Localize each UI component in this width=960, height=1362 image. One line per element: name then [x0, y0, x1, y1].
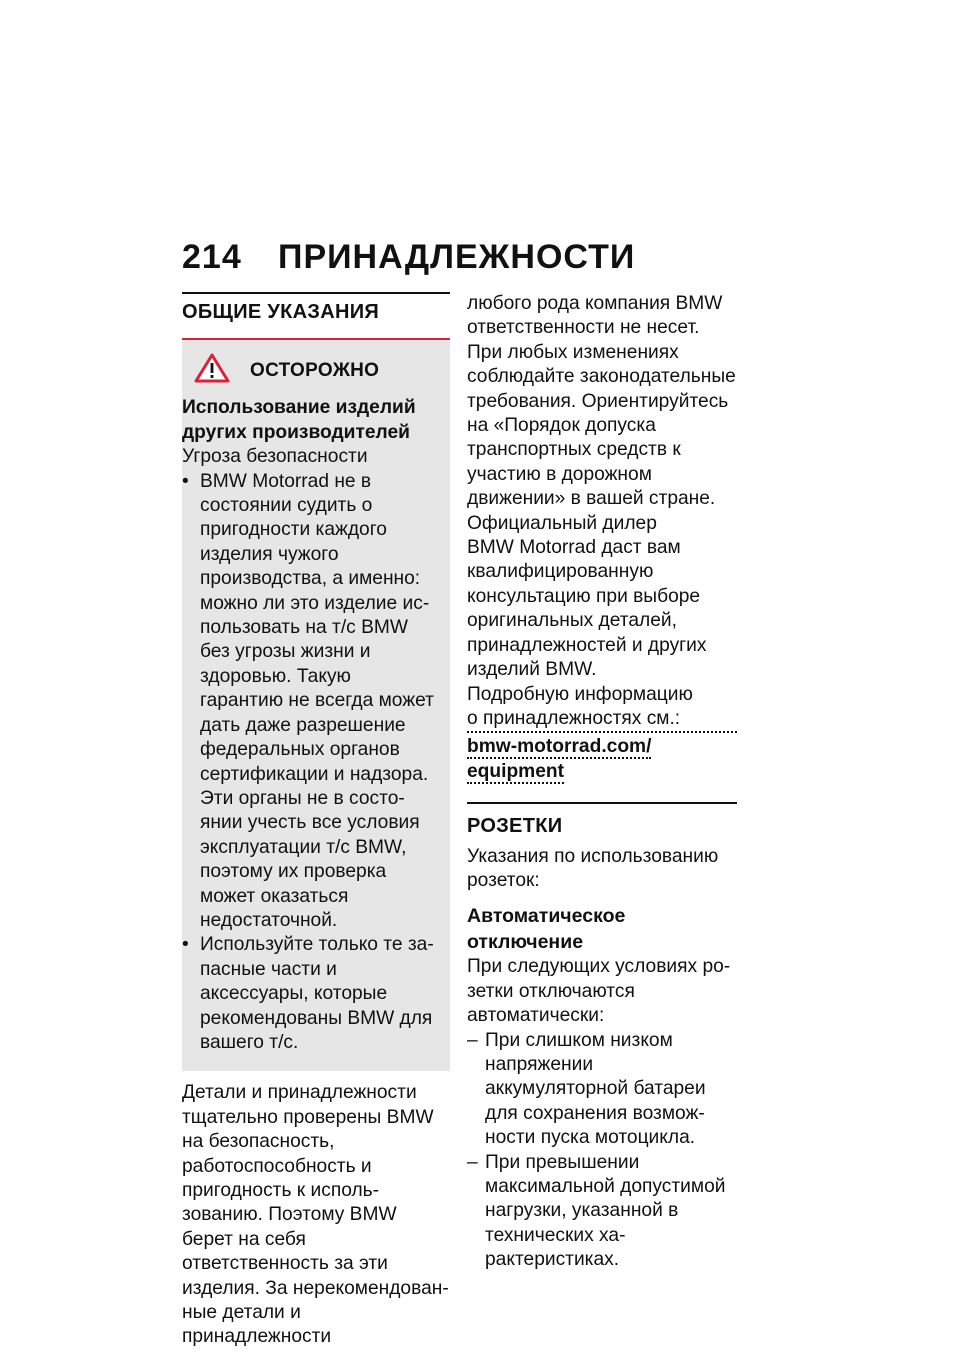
list-item: – При слишком низком напряжении аккумуляторной батареи для сохранения возможности пуска мотоцикла.: [467, 1029, 737, 1151]
dealer-heading: Официальный дилер: [467, 512, 657, 534]
warning-box: [182, 338, 450, 1071]
warning-subheading: Угроза безопасности: [182, 446, 368, 468]
dash-mark: –: [467, 1029, 478, 1051]
auto-off-title: Автоматическое отключение: [467, 905, 626, 954]
dealer-text: BMW Motorrad даст вам квалифицированную консультацию при выборе оригинальных деталей, принадлежностей и других изделий BMW.: [467, 537, 707, 681]
equipment-link-line1[interactable]: bmw-motorrad.com/: [467, 736, 652, 758]
bullet-mark: •: [182, 934, 189, 956]
sockets-intro: Указания по использованию розеток:: [467, 845, 719, 891]
body-paragraph: При любых изменениях соблюдайте законодательные требования. Ориентируйтесь на «Порядок допуска транспортных средств к участию в дорожном движении» в вашей стране.: [467, 341, 736, 510]
warning-triangle-icon: [194, 353, 240, 390]
sockets-section: [467, 802, 737, 1273]
page-title: ПРИНАДЛЕЖНОСТИ: [278, 238, 636, 276]
warning-heading: Использование изделий других производителей: [182, 397, 416, 443]
list-item: – При превышении максимальной допустимой нагрузки, указанной в технических характеристиках.: [467, 1151, 737, 1273]
page-number: 214: [182, 238, 242, 276]
body-paragraph: Детали и принадлежности тщательно проверены BMW на безопасность, работоспособность и пригодность к использованию. Поэтому BMW берет на себя ответственность за эти изделия. За нерекомендованные детали и принадлежности: [182, 1082, 449, 1348]
page-header: [182, 238, 635, 277]
info-heading: Подробную информацию: [467, 683, 693, 705]
warning-label: ОСТОРОЖНО: [250, 360, 380, 382]
list-item: • Используйте только те запасные части и аксессуары, которые рекомендованы BMW для вашего т/с.: [182, 933, 438, 1055]
right-column: [467, 292, 737, 1273]
equipment-link-line2[interactable]: equipment: [467, 760, 565, 782]
section-title-general: ОБЩИЕ УКАЗАНИЯ: [182, 301, 380, 323]
auto-off-text: При следующих условиях розетки отключаются автоматически:: [467, 956, 731, 1027]
list-item: • BMW Motorrad не в состоянии судить о пригодности каждого изделия чужого производства, а именно: можно ли это изделие использовать на т/с BMW без угрозы жизни и здоровью. Такую гарантию не всегда может дать даже разрешение федеральных органов сертификации и надзора. Эти органы не в состоянии учесть все условия эксплуатации т/с BMW, поэтому их проверка может оказаться недостаточной.: [182, 470, 438, 934]
section-title-sockets: РОЗЕТКИ: [467, 815, 563, 838]
info-text: о принадлежностях см.:: [467, 707, 737, 733]
dash-mark: –: [467, 1151, 478, 1173]
bullet-mark: •: [182, 470, 189, 492]
left-column: [182, 292, 450, 1350]
body-paragraph: любого рода компания BMW ответственности не несет.: [467, 293, 723, 339]
warning-header: [182, 354, 438, 388]
